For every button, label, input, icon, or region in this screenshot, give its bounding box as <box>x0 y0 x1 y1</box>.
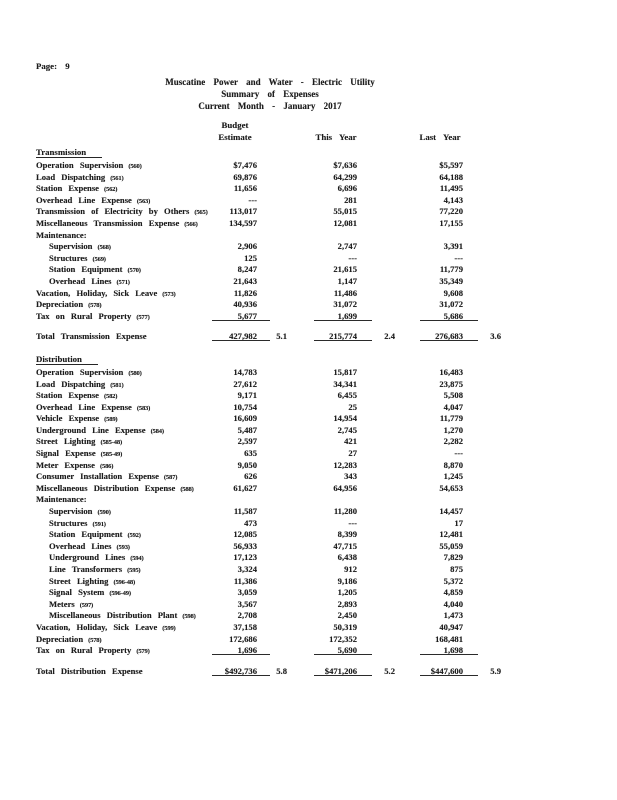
account-code: (573) <box>162 290 176 298</box>
page-number <box>36 61 70 71</box>
section-title: Distribution <box>36 354 98 365</box>
expense-label: Operation Supervision (560) <box>36 160 142 170</box>
this-year-amount: 50,319 <box>333 621 357 632</box>
budget-amount: 626 <box>244 471 257 482</box>
this-year-amount: 64,299 <box>333 171 357 182</box>
expense-label: Operation Supervision (580) <box>36 366 142 377</box>
subsection-label-row <box>36 230 536 242</box>
section-transmission <box>36 147 536 343</box>
report-title-block <box>0 76 540 112</box>
last-year-amount: 1,473 <box>443 610 463 621</box>
last-year-amount: 5,372 <box>443 575 463 586</box>
expense-row <box>36 483 536 495</box>
account-code: (579) <box>136 648 150 656</box>
report-title: Muscatine Power and Water - Electric Utility <box>165 77 375 87</box>
expense-label: Supervision (568) <box>49 241 111 252</box>
expense-row <box>36 311 536 323</box>
last-year-amount: 11,495 <box>439 183 463 194</box>
last-year-amount: 14,457 <box>439 506 463 517</box>
last-year-amount: 1,270 <box>443 424 463 435</box>
budget-amount: 3,059 <box>237 587 257 598</box>
expense-label: Street Lighting (585-48) <box>36 436 122 447</box>
expense-label: Consumer Installation Expense (587) <box>36 471 178 482</box>
budget-amount: 12,085 <box>233 529 257 540</box>
account-code: (583) <box>136 404 151 412</box>
expense-label: Vehicle Expense (589) <box>36 413 118 424</box>
this-year-amount: 47,715 <box>333 540 357 551</box>
this-year-amount: 2,450 <box>337 610 357 621</box>
budget-column-header: Budget <box>221 120 249 130</box>
expense-row <box>36 645 536 657</box>
report-subtitle: Summary of Expenses <box>221 89 319 99</box>
last-year-percent: 5.9 <box>490 665 501 676</box>
budget-amount: 3,324 <box>237 564 257 574</box>
account-code: (597) <box>79 601 94 609</box>
account-code: (563) <box>136 197 151 205</box>
this-year-amount: 6,438 <box>337 552 357 563</box>
budget-amount: 37,158 <box>233 621 257 632</box>
account-code: (591) <box>92 520 106 528</box>
expense-row <box>36 425 536 437</box>
budget-percent: 5.1 <box>276 331 287 342</box>
expense-label: Maintenance: <box>36 229 87 240</box>
section-header <box>36 147 536 160</box>
expense-label: Meter Expense (586) <box>36 459 114 470</box>
account-code: (590) <box>97 509 111 517</box>
budget-estimate-column-header: Estimate <box>218 132 252 142</box>
account-code: (596-49) <box>109 590 131 598</box>
last-year-amount: 16,483 <box>439 366 463 377</box>
budget-amount: 635 <box>244 448 257 459</box>
total-row <box>36 331 536 343</box>
last-year-amount: 7,829 <box>443 552 463 563</box>
account-code: (581) <box>110 381 124 389</box>
account-code: (585-48) <box>100 439 122 447</box>
budget-amount: 113,017 <box>229 206 257 217</box>
expense-row <box>36 576 536 588</box>
expense-label: Signal Expense (585-49) <box>36 448 123 459</box>
account-code: (569) <box>92 255 106 263</box>
account-code: (592) <box>127 532 141 540</box>
this-year-amount: 2,745 <box>337 424 357 435</box>
this-year-amount: --- <box>348 517 357 528</box>
this-year-amount: 1,205 <box>337 587 357 598</box>
expense-row <box>36 195 536 207</box>
account-code: (584) <box>150 427 164 435</box>
last-year-amount: $5,597 <box>439 160 463 170</box>
account-code: (568) <box>97 244 111 252</box>
this-year-amount: 2,893 <box>337 598 357 609</box>
expense-row <box>36 448 536 460</box>
last-year-amount: --- <box>454 448 463 459</box>
this-year-amount: 11,280 <box>333 506 357 517</box>
account-code: (570) <box>127 267 141 275</box>
last-year-amount: 9,608 <box>443 287 463 298</box>
budget-amount: 11,656 <box>233 183 257 194</box>
this-year-amount: 912 <box>344 564 357 574</box>
expense-row <box>36 183 536 195</box>
expense-row <box>36 506 536 518</box>
expense-label: Overhead Lines (571) <box>49 275 130 286</box>
budget-amount: 56,933 <box>233 540 257 551</box>
this-year-amount: 12,081 <box>333 217 357 228</box>
budget-amount: 2,597 <box>237 436 257 447</box>
expense-label: Miscellaneous Distribution Plant (598) <box>49 610 196 621</box>
expense-label: Underground Line Expense (584) <box>36 424 164 435</box>
this-year-amount: 9,186 <box>337 575 357 586</box>
budget-amount: 1,696 <box>200 645 270 655</box>
budget-amount: 21,643 <box>233 275 257 286</box>
last-year-amount: 55,059 <box>439 540 463 551</box>
expense-row <box>36 379 536 391</box>
this-year-column-header: This Year <box>315 132 357 142</box>
account-code: (578) <box>88 636 102 644</box>
budget-amount: 2,708 <box>237 610 257 621</box>
expense-label: Structures (569) <box>49 252 106 263</box>
this-year-amount: 1,699 <box>300 311 372 321</box>
expense-row <box>36 622 536 634</box>
expense-label: Vacation, Holiday, Sick Leave (599) <box>36 621 176 632</box>
account-code: (577) <box>136 313 150 321</box>
budget-total: $492,736 <box>200 666 270 676</box>
account-code: (561) <box>110 174 124 182</box>
last-year-amount: 8,870 <box>443 459 463 470</box>
budget-amount: 16,609 <box>233 413 257 424</box>
expense-label: Street Lighting (596-48) <box>49 575 135 586</box>
expense-label: Overhead Lines (593) <box>49 540 130 551</box>
expense-row <box>36 402 536 414</box>
this-year-amount: 6,696 <box>337 183 357 194</box>
this-year-percent: 2.4 <box>384 331 395 342</box>
expense-row <box>36 552 536 564</box>
account-code: (599) <box>162 624 176 632</box>
account-code: (578) <box>88 302 102 310</box>
this-year-amount: 21,615 <box>333 264 357 275</box>
expense-row <box>36 253 536 265</box>
expense-row <box>36 518 536 530</box>
last-year-amount: 17 <box>454 517 463 528</box>
account-code: (562) <box>103 186 118 194</box>
account-code: (582) <box>103 393 118 401</box>
budget-amount: 27,612 <box>233 378 257 389</box>
last-year-amount: 23,875 <box>439 378 463 389</box>
account-code: (560) <box>128 163 142 170</box>
account-code: (586) <box>99 462 114 470</box>
last-year-amount: 11,779 <box>439 413 463 424</box>
last-year-amount: 2,282 <box>443 436 463 447</box>
budget-percent: 5.8 <box>276 665 287 676</box>
budget-amount: --- <box>248 194 257 205</box>
last-year-amount: 4,859 <box>443 587 463 598</box>
column-headers <box>36 120 508 146</box>
account-code: (566) <box>184 220 198 228</box>
expense-row <box>36 460 536 472</box>
total-label: Total Distribution Expense <box>36 665 143 676</box>
expense-row <box>36 471 536 483</box>
expense-label: Overhead Line Expense (563) <box>36 194 151 205</box>
budget-amount: 134,597 <box>229 217 257 228</box>
last-year-amount: 12,481 <box>439 529 463 540</box>
budget-amount: 11,587 <box>233 506 257 517</box>
budget-amount: 11,386 <box>233 575 257 586</box>
expense-label: Depreciation (578) <box>36 633 102 644</box>
budget-amount: 17,123 <box>233 552 257 563</box>
last-year-amount: 168,481 <box>435 633 463 644</box>
expense-label: Meters (597) <box>49 598 94 609</box>
expense-label: Vacation, Holiday, Sick Leave (573) <box>36 287 176 298</box>
this-year-amount: 421 <box>344 436 357 447</box>
budget-amount: 9,171 <box>237 390 257 401</box>
expense-label: Structures (591) <box>49 517 106 528</box>
last-year-amount: --- <box>454 252 463 263</box>
expense-label: Maintenance: <box>36 494 87 505</box>
budget-amount: 172,686 <box>229 633 257 644</box>
budget-amount: 14,783 <box>233 366 257 377</box>
budget-amount: 9,050 <box>237 459 257 470</box>
expense-label: Load Dispatching (581) <box>36 378 124 389</box>
last-year-amount: 77,220 <box>439 206 463 217</box>
expense-row <box>36 413 536 425</box>
last-year-amount: 875 <box>450 564 463 574</box>
this-year-amount: 1,147 <box>337 275 357 286</box>
expense-label: Station Expense (562) <box>36 183 118 194</box>
expense-label: Load Dispatching (561) <box>36 171 124 182</box>
account-code: (598) <box>182 613 196 621</box>
this-year-amount: 8,399 <box>337 529 357 540</box>
last-year-amount: 40,947 <box>439 621 463 632</box>
expense-row <box>36 206 536 218</box>
last-year-amount: 17,155 <box>439 217 463 228</box>
budget-amount: 5,677 <box>200 311 270 321</box>
total-label: Total Transmission Expense <box>36 331 147 342</box>
budget-amount: 69,876 <box>233 171 257 182</box>
report-period: Current Month - January 2017 <box>198 101 342 111</box>
expense-label: Tax on Rural Property (579) <box>36 645 150 656</box>
last-year-amount: 4,047 <box>443 401 463 412</box>
this-year-amount: 12,283 <box>333 459 357 470</box>
expense-row <box>36 241 536 253</box>
expense-row <box>36 634 536 646</box>
expense-label: Miscellaneous Transmission Expense (566) <box>36 217 198 228</box>
account-code: (565) <box>194 209 208 217</box>
last-year-amount: 35,349 <box>439 275 463 286</box>
section-title: Transmission <box>36 147 102 158</box>
expense-row <box>36 610 536 622</box>
last-year-amount: 5,508 <box>443 390 463 401</box>
this-year-amount: 343 <box>344 471 357 482</box>
budget-amount: 5,487 <box>237 424 257 435</box>
expense-row <box>36 529 536 541</box>
expense-row <box>36 587 536 599</box>
this-year-amount: 64,956 <box>333 482 357 493</box>
expense-label: Miscellaneous Distribution Expense (588) <box>36 482 194 493</box>
account-code: (593) <box>116 543 130 551</box>
section-header <box>36 354 536 367</box>
section-distribution <box>36 354 536 677</box>
last-year-amount: 11,779 <box>439 264 463 275</box>
last-year-amount: 4,143 <box>443 194 463 205</box>
account-code: (588) <box>180 485 194 493</box>
this-year-amount: 281 <box>344 194 357 205</box>
last-year-amount: 5,686 <box>402 311 478 321</box>
expense-label: Supervision (590) <box>49 506 111 517</box>
expense-label: Station Equipment (570) <box>49 264 141 275</box>
budget-amount: 61,627 <box>233 482 257 493</box>
expense-row <box>36 172 536 184</box>
account-code: (585-49) <box>100 451 123 459</box>
this-year-amount: 11,486 <box>333 287 357 298</box>
expense-row <box>36 299 536 311</box>
expense-sections <box>36 147 536 677</box>
page-label: Page: <box>36 61 58 71</box>
this-year-amount: 25 <box>348 401 357 412</box>
budget-total: 427,982 <box>200 331 270 341</box>
expense-row <box>36 276 536 288</box>
expense-label: Tax on Rural Property (577) <box>36 310 150 321</box>
total-row <box>36 666 536 678</box>
expense-row <box>36 288 536 300</box>
last-year-amount: 1,698 <box>402 645 478 655</box>
this-year-amount: 55,015 <box>333 206 357 217</box>
this-year-total: 215,774 <box>300 331 372 341</box>
expense-label: Line Transformers (595) <box>49 564 141 574</box>
this-year-amount: 172,352 <box>329 633 357 644</box>
expense-row <box>36 160 536 172</box>
expense-row <box>36 264 536 276</box>
expense-row <box>36 541 536 553</box>
account-code: (571) <box>116 278 130 286</box>
this-year-amount: 34,341 <box>333 378 357 389</box>
account-code: (596-48) <box>113 578 135 586</box>
budget-amount: 473 <box>244 517 257 528</box>
subsection-label-row <box>36 494 536 506</box>
budget-amount: $7,476 <box>233 160 257 170</box>
last-year-amount: 54,653 <box>439 482 463 493</box>
expense-row <box>36 218 536 230</box>
page-value: 9 <box>65 61 70 71</box>
budget-amount: 8,247 <box>237 264 257 275</box>
this-year-amount: 31,072 <box>333 299 357 310</box>
this-year-percent: 5.2 <box>384 665 395 676</box>
this-year-amount: 6,455 <box>337 390 357 401</box>
account-code: (594) <box>130 555 144 563</box>
last-year-amount: 31,072 <box>439 299 463 310</box>
expense-label: Depreciation (578) <box>36 299 102 310</box>
expense-row <box>36 564 536 576</box>
expense-label: Overhead Line Expense (583) <box>36 401 151 412</box>
expense-label: Underground Lines (594) <box>49 552 144 563</box>
this-year-amount: 5,690 <box>300 645 372 655</box>
last-year-total: 276,683 <box>402 331 478 341</box>
expense-label: Station Expense (582) <box>36 390 118 401</box>
this-year-amount: 14,954 <box>333 413 357 424</box>
last-year-amount: 1,245 <box>443 471 463 482</box>
this-year-amount: 2,747 <box>337 241 357 252</box>
expense-row <box>36 367 536 379</box>
expense-row <box>36 390 536 402</box>
budget-amount: 40,936 <box>233 299 257 310</box>
last-year-amount: 4,040 <box>443 598 463 609</box>
account-code: (589) <box>104 416 118 424</box>
this-year-amount: 27 <box>348 448 357 459</box>
expense-row <box>36 436 536 448</box>
expense-label: Station Equipment (592) <box>49 529 141 540</box>
this-year-amount: --- <box>348 252 357 263</box>
account-code: (595) <box>127 567 141 574</box>
last-year-column-header: Last Year <box>419 132 461 142</box>
budget-amount: 125 <box>244 252 257 263</box>
budget-amount: 10,754 <box>233 401 257 412</box>
account-code: (580) <box>128 369 142 377</box>
account-code: (587) <box>163 474 178 482</box>
this-year-amount: $7,636 <box>333 160 357 170</box>
budget-amount: 11,826 <box>233 287 257 298</box>
last-year-amount: 64,188 <box>439 171 463 182</box>
last-year-percent: 3.6 <box>490 331 501 342</box>
expense-row <box>36 599 536 611</box>
budget-amount: 2,906 <box>237 241 257 252</box>
this-year-amount: 15,817 <box>333 366 357 377</box>
expense-label: Signal System (596-49) <box>49 587 131 598</box>
this-year-total: $471,206 <box>300 666 372 676</box>
last-year-total: $447,600 <box>402 666 478 676</box>
budget-amount: 3,567 <box>237 598 257 609</box>
expense-label: Transmission of Electricity by Others (565) <box>36 206 208 217</box>
last-year-amount: 3,391 <box>443 241 463 252</box>
